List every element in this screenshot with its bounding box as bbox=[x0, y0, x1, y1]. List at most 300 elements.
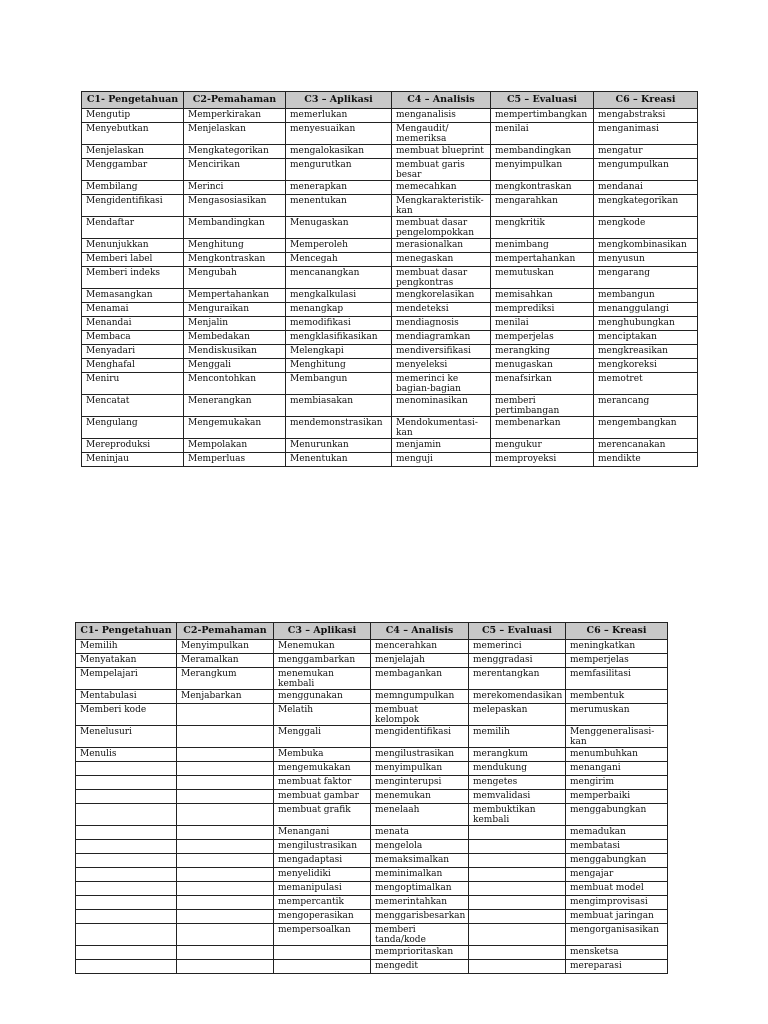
table-row bbox=[76, 924, 668, 946]
table-cell: Memberi kode bbox=[76, 704, 177, 726]
table-cell: mengarang bbox=[594, 267, 698, 289]
table-cell bbox=[76, 868, 177, 882]
table-cell: menemukan bbox=[371, 790, 469, 804]
table-cell: membuat grafik bbox=[274, 804, 371, 826]
table-cell: mengkode bbox=[594, 217, 698, 239]
column-header: C6 – Kreasi bbox=[594, 92, 698, 109]
table-cell: menggambarkan bbox=[274, 654, 371, 668]
bloom-verbs-table-1 bbox=[81, 91, 698, 467]
table-cell bbox=[76, 924, 177, 946]
table-cell: mempersoalkan bbox=[274, 924, 371, 946]
table-cell: Mencontohkan bbox=[184, 373, 286, 395]
table-cell: mendiversifikasi bbox=[392, 345, 491, 359]
table-cell: merasionalkan bbox=[392, 239, 491, 253]
table-row bbox=[82, 267, 698, 289]
table-cell: mengkritik bbox=[491, 217, 594, 239]
table-cell: mengkalkulasi bbox=[286, 289, 392, 303]
table-cell bbox=[469, 868, 566, 882]
table-row bbox=[82, 195, 698, 217]
table-cell: Membedakan bbox=[184, 331, 286, 345]
table-cell: mendukung bbox=[469, 762, 566, 776]
table-cell: Melatih bbox=[274, 704, 371, 726]
table-cell: Memperoleh bbox=[286, 239, 392, 253]
table-cell: Menghafal bbox=[82, 359, 184, 373]
table-cell: Mengemukakan bbox=[184, 417, 286, 439]
table-row bbox=[82, 239, 698, 253]
table-row bbox=[82, 359, 698, 373]
table-cell: memecahkan bbox=[392, 181, 491, 195]
table-cell: menggabungkan bbox=[566, 804, 668, 826]
table-cell: memvalidasi bbox=[469, 790, 566, 804]
table-cell: Menemukan bbox=[274, 640, 371, 654]
table-cell: Mendiskusikan bbox=[184, 345, 286, 359]
table-cell bbox=[469, 826, 566, 840]
table-cell: Mengidentifikasi bbox=[82, 195, 184, 217]
table-cell: menemukan kembali bbox=[274, 668, 371, 690]
column-header: C6 – Kreasi bbox=[566, 623, 668, 640]
table-cell bbox=[469, 924, 566, 946]
table-cell bbox=[76, 776, 177, 790]
table-cell: menyesuaikan bbox=[286, 123, 392, 145]
table-cell: menegaskan bbox=[392, 253, 491, 267]
table-cell: Mencatat bbox=[82, 395, 184, 417]
table-cell: mempertimbangkan bbox=[491, 109, 594, 123]
table-cell bbox=[76, 896, 177, 910]
table-cell bbox=[469, 910, 566, 924]
table-cell: menerapkan bbox=[286, 181, 392, 195]
table-cell: Mengutip bbox=[82, 109, 184, 123]
table-cell: Meniru bbox=[82, 373, 184, 395]
table-row bbox=[76, 946, 668, 960]
table-cell: membentuk bbox=[566, 690, 668, 704]
table-cell bbox=[177, 910, 274, 924]
table-cell bbox=[76, 854, 177, 868]
table-cell: menyimpulkan bbox=[491, 159, 594, 181]
table-cell: membatasi bbox=[566, 840, 668, 854]
table-cell: Mengkategorikan bbox=[184, 145, 286, 159]
table-row bbox=[76, 854, 668, 868]
table-cell: Mengulang bbox=[82, 417, 184, 439]
table-cell: mengalokasikan bbox=[286, 145, 392, 159]
table-cell: menimbang bbox=[491, 239, 594, 253]
table-cell: mengirim bbox=[566, 776, 668, 790]
table-cell bbox=[469, 882, 566, 896]
table-cell: mengilustrasikan bbox=[274, 840, 371, 854]
table-row bbox=[76, 640, 668, 654]
table-cell: Mencirikan bbox=[184, 159, 286, 181]
table-cell bbox=[76, 840, 177, 854]
column-header: C2-Pemahaman bbox=[184, 92, 286, 109]
table-cell bbox=[177, 946, 274, 960]
table-row bbox=[76, 748, 668, 762]
table-cell bbox=[76, 826, 177, 840]
table-row bbox=[76, 726, 668, 748]
table-cell: Memberi label bbox=[82, 253, 184, 267]
table-cell: Menandai bbox=[82, 317, 184, 331]
table-cell: memotret bbox=[594, 373, 698, 395]
table-cell: Mengkarakteristik-kan bbox=[392, 195, 491, 217]
table-cell: Memperkirakan bbox=[184, 109, 286, 123]
table-cell: Menggali bbox=[274, 726, 371, 748]
table-cell: menangkap bbox=[286, 303, 392, 317]
table-cell: merangking bbox=[491, 345, 594, 359]
table-row bbox=[82, 373, 698, 395]
table-cell: Membaca bbox=[82, 331, 184, 345]
table-cell: mengarahkan bbox=[491, 195, 594, 217]
table-cell: menata bbox=[371, 826, 469, 840]
table-cell: Menghitung bbox=[286, 359, 392, 373]
table-cell: Menyebutkan bbox=[82, 123, 184, 145]
table-cell bbox=[76, 960, 177, 974]
table-cell: membuktikan kembali bbox=[469, 804, 566, 826]
table-cell: membuat kelompok bbox=[371, 704, 469, 726]
table-cell: Membangun bbox=[286, 373, 392, 395]
table-row bbox=[76, 790, 668, 804]
table-row bbox=[76, 762, 668, 776]
table-cell: mengkoreksi bbox=[594, 359, 698, 373]
table-cell: mendemonstrasikan bbox=[286, 417, 392, 439]
table-cell: Meninjau bbox=[82, 453, 184, 467]
table-cell: Menelusuri bbox=[76, 726, 177, 748]
table-cell: mengidentifikasi bbox=[371, 726, 469, 748]
table-cell: mendiagramkan bbox=[392, 331, 491, 345]
table-cell bbox=[177, 704, 274, 726]
table-cell: mengkontraskan bbox=[491, 181, 594, 195]
table-cell: mengedit bbox=[371, 960, 469, 974]
table-row bbox=[82, 145, 698, 159]
table-cell bbox=[469, 854, 566, 868]
table-cell: menyeleksi bbox=[392, 359, 491, 373]
table-row bbox=[82, 417, 698, 439]
table-cell: Mereproduksi bbox=[82, 439, 184, 453]
table-cell: Memasangkan bbox=[82, 289, 184, 303]
table-cell bbox=[274, 960, 371, 974]
table-row bbox=[82, 317, 698, 331]
table-cell: merencanakan bbox=[594, 439, 698, 453]
table-cell bbox=[177, 924, 274, 946]
table-cell: mengumpulkan bbox=[594, 159, 698, 181]
table-cell: menafsirkan bbox=[491, 373, 594, 395]
table-row bbox=[82, 159, 698, 181]
table-cell bbox=[177, 762, 274, 776]
table-cell: membagankan bbox=[371, 668, 469, 690]
table-cell bbox=[76, 946, 177, 960]
table-cell: Menggambar bbox=[82, 159, 184, 181]
table-row bbox=[82, 439, 698, 453]
table-cell: Mempertahankan bbox=[184, 289, 286, 303]
table-cell: menggunakan bbox=[274, 690, 371, 704]
table-cell: memodifikasi bbox=[286, 317, 392, 331]
table-cell: Menamai bbox=[82, 303, 184, 317]
table-cell: Memperluas bbox=[184, 453, 286, 467]
column-header: C4 – Analisis bbox=[371, 623, 469, 640]
table-row bbox=[76, 960, 668, 974]
column-header: C5 – Evaluasi bbox=[491, 92, 594, 109]
table-cell: memanipulasi bbox=[274, 882, 371, 896]
table-cell: menelaah bbox=[371, 804, 469, 826]
table-cell: merumuskan bbox=[566, 704, 668, 726]
table-cell bbox=[469, 896, 566, 910]
table-cell: Mengaudit/ memeriksa bbox=[392, 123, 491, 145]
table-cell: Merangkum bbox=[177, 668, 274, 690]
table-row bbox=[76, 776, 668, 790]
table-cell: mencerahkan bbox=[371, 640, 469, 654]
table-cell: Membuka bbox=[274, 748, 371, 762]
table-row bbox=[76, 882, 668, 896]
table-cell: memngumpulkan bbox=[371, 690, 469, 704]
table-cell: Menurunkan bbox=[286, 439, 392, 453]
table-cell: mengukur bbox=[491, 439, 594, 453]
table-row bbox=[82, 289, 698, 303]
table-cell: Meramalkan bbox=[177, 654, 274, 668]
table-cell: memisahkan bbox=[491, 289, 594, 303]
table-cell: Menjelaskan bbox=[184, 123, 286, 145]
table-cell: merancang bbox=[594, 395, 698, 417]
table-cell: menentukan bbox=[286, 195, 392, 217]
table-cell: Menjalin bbox=[184, 317, 286, 331]
table-cell: membuat jaringan bbox=[566, 910, 668, 924]
table-cell bbox=[76, 762, 177, 776]
table-row bbox=[82, 453, 698, 467]
table-cell: Mendaftar bbox=[82, 217, 184, 239]
table-cell: mensketsa bbox=[566, 946, 668, 960]
table-cell bbox=[76, 910, 177, 924]
table-cell: menanggulangi bbox=[594, 303, 698, 317]
table-row bbox=[76, 804, 668, 826]
table-cell: mencanangkan bbox=[286, 267, 392, 289]
table-cell: mengadaptasi bbox=[274, 854, 371, 868]
bloom-verbs-table-2 bbox=[75, 622, 668, 974]
table-cell: menggabungkan bbox=[566, 854, 668, 868]
table-cell: mereparasi bbox=[566, 960, 668, 974]
table-cell: Menerangkan bbox=[184, 395, 286, 417]
table-row bbox=[82, 303, 698, 317]
table-cell: Menentukan bbox=[286, 453, 392, 467]
column-header: C3 – Aplikasi bbox=[286, 92, 392, 109]
table-cell: mengembangkan bbox=[594, 417, 698, 439]
table-cell: Mencegah bbox=[286, 253, 392, 267]
table-cell: menghubungkan bbox=[594, 317, 698, 331]
table-cell bbox=[177, 804, 274, 826]
table-cell: mempertahankan bbox=[491, 253, 594, 267]
table-cell: mengilustrasikan bbox=[371, 748, 469, 762]
table-cell bbox=[177, 840, 274, 854]
table-cell: mengkreasikan bbox=[594, 345, 698, 359]
table-cell: Memberi indeks bbox=[82, 267, 184, 289]
table-cell: menumbuhkan bbox=[566, 748, 668, 762]
table-cell: Mempelajari bbox=[76, 668, 177, 690]
table-row bbox=[82, 109, 698, 123]
table-cell: mengajar bbox=[566, 868, 668, 882]
table-cell: memerlukan bbox=[286, 109, 392, 123]
table-cell: menganimasi bbox=[594, 123, 698, 145]
table-cell: memperjelas bbox=[491, 331, 594, 345]
column-header: C1- Pengetahuan bbox=[82, 92, 184, 109]
table-cell: mempercantik bbox=[274, 896, 371, 910]
table-cell: memutuskan bbox=[491, 267, 594, 289]
table-cell: Membandingkan bbox=[184, 217, 286, 239]
table-cell: menciptakan bbox=[594, 331, 698, 345]
table-cell: mengklasifikasikan bbox=[286, 331, 392, 345]
table-cell bbox=[177, 790, 274, 804]
table-cell bbox=[177, 896, 274, 910]
table-row bbox=[76, 826, 668, 840]
table-cell: mengkategorikan bbox=[594, 195, 698, 217]
table-cell: Menjabarkan bbox=[177, 690, 274, 704]
table-cell: Mengubah bbox=[184, 267, 286, 289]
table-cell: membiasakan bbox=[286, 395, 392, 417]
table-cell: menggradasi bbox=[469, 654, 566, 668]
table-cell: membenarkan bbox=[491, 417, 594, 439]
table-cell: mengkombinasikan bbox=[594, 239, 698, 253]
table-cell bbox=[469, 840, 566, 854]
table-cell: mengemukakan bbox=[274, 762, 371, 776]
table-cell bbox=[177, 854, 274, 868]
table-cell: menugaskan bbox=[491, 359, 594, 373]
table-cell: menyusun bbox=[594, 253, 698, 267]
table-cell bbox=[177, 776, 274, 790]
table-cell: meningkatkan bbox=[566, 640, 668, 654]
table-cell: Menggeneralisasi-kan bbox=[566, 726, 668, 748]
table-cell: memilih bbox=[469, 726, 566, 748]
table-cell: memperbaiki bbox=[566, 790, 668, 804]
table-cell: mengimprovisasi bbox=[566, 896, 668, 910]
table-cell: meminimalkan bbox=[371, 868, 469, 882]
table-cell bbox=[177, 882, 274, 896]
table-cell: memperjelas bbox=[566, 654, 668, 668]
table-cell: memprediksi bbox=[491, 303, 594, 317]
table-cell: memadukan bbox=[566, 826, 668, 840]
table-cell: mendeteksi bbox=[392, 303, 491, 317]
table-cell bbox=[177, 726, 274, 748]
table-cell: mengoperasikan bbox=[274, 910, 371, 924]
table-row bbox=[76, 840, 668, 854]
table-cell: membuat garis besar bbox=[392, 159, 491, 181]
table-cell bbox=[177, 960, 274, 974]
table-cell: memerinci bbox=[469, 640, 566, 654]
table-cell: Mempolakan bbox=[184, 439, 286, 453]
table-cell: memerintahkan bbox=[371, 896, 469, 910]
column-header: C1- Pengetahuan bbox=[76, 623, 177, 640]
table-cell: merentangkan bbox=[469, 668, 566, 690]
table-cell: memproyeksi bbox=[491, 453, 594, 467]
table-cell: menilai bbox=[491, 123, 594, 145]
table-cell: mengoptimalkan bbox=[371, 882, 469, 896]
table-cell bbox=[274, 946, 371, 960]
table-cell: Mentabulasi bbox=[76, 690, 177, 704]
table-cell: mendikte bbox=[594, 453, 698, 467]
table-cell: Mendokumentasi-kan bbox=[392, 417, 491, 439]
table-cell: mengkorelasikan bbox=[392, 289, 491, 303]
table-cell: mendanai bbox=[594, 181, 698, 195]
table-cell: Menguraikan bbox=[184, 303, 286, 317]
table-cell: melepaskan bbox=[469, 704, 566, 726]
table-cell: memberi tanda/kode bbox=[371, 924, 469, 946]
table-row bbox=[82, 331, 698, 345]
table-cell: membuat blueprint bbox=[392, 145, 491, 159]
table-cell: menjamin bbox=[392, 439, 491, 453]
table-row bbox=[76, 868, 668, 882]
table-cell: Menangani bbox=[274, 826, 371, 840]
table-cell: Mengkontraskan bbox=[184, 253, 286, 267]
table-cell: membandingkan bbox=[491, 145, 594, 159]
table-cell: Mengasosiasikan bbox=[184, 195, 286, 217]
table-cell: Menugaskan bbox=[286, 217, 392, 239]
table-cell: mengelola bbox=[371, 840, 469, 854]
table-cell bbox=[76, 882, 177, 896]
table-cell: Menyimpulkan bbox=[177, 640, 274, 654]
table-row bbox=[82, 345, 698, 359]
table-row bbox=[82, 123, 698, 145]
table-row bbox=[76, 910, 668, 924]
table-cell: membuat dasar pengkontras bbox=[392, 267, 491, 289]
table-cell: menominasikan bbox=[392, 395, 491, 417]
table-cell: mengabstraksi bbox=[594, 109, 698, 123]
table-row bbox=[76, 704, 668, 726]
table-cell: Membilang bbox=[82, 181, 184, 195]
table-cell bbox=[177, 868, 274, 882]
table-cell: menilai bbox=[491, 317, 594, 331]
table-cell: menginterupsi bbox=[371, 776, 469, 790]
column-header: C2-Pemahaman bbox=[177, 623, 274, 640]
table-row bbox=[76, 690, 668, 704]
table-cell: menggarisbesarkan bbox=[371, 910, 469, 924]
table-cell: membangun bbox=[594, 289, 698, 303]
table-cell: memfasilitasi bbox=[566, 668, 668, 690]
table-cell: Menulis bbox=[76, 748, 177, 762]
table-cell: memaksimalkan bbox=[371, 854, 469, 868]
table-cell: mengorganisasikan bbox=[566, 924, 668, 946]
table-cell: menangani bbox=[566, 762, 668, 776]
column-header: C5 – Evaluasi bbox=[469, 623, 566, 640]
table-cell: menyimpulkan bbox=[371, 762, 469, 776]
table-cell: membuat model bbox=[566, 882, 668, 896]
table-cell: Menjelaskan bbox=[82, 145, 184, 159]
table-cell: Menggali bbox=[184, 359, 286, 373]
table-cell: menjelajah bbox=[371, 654, 469, 668]
table-row bbox=[76, 654, 668, 668]
table-cell: menganalisis bbox=[392, 109, 491, 123]
table-cell bbox=[469, 946, 566, 960]
table-cell: mengurutkan bbox=[286, 159, 392, 181]
table-cell: menguji bbox=[392, 453, 491, 467]
table-cell: Merinci bbox=[184, 181, 286, 195]
table-cell: mendiagnosis bbox=[392, 317, 491, 331]
table-cell: Menghitung bbox=[184, 239, 286, 253]
table-row bbox=[82, 217, 698, 239]
table-row bbox=[76, 668, 668, 690]
table-cell: Melengkapi bbox=[286, 345, 392, 359]
table-cell: menyelidiki bbox=[274, 868, 371, 882]
table-cell: membuat dasar pengelompokkan bbox=[392, 217, 491, 239]
table-cell: Menyadari bbox=[82, 345, 184, 359]
table-cell: Memilih bbox=[76, 640, 177, 654]
table-cell: mengatur bbox=[594, 145, 698, 159]
table-cell: Menunjukkan bbox=[82, 239, 184, 253]
table-cell: membuat gambar bbox=[274, 790, 371, 804]
table-cell bbox=[177, 748, 274, 762]
table-cell bbox=[177, 826, 274, 840]
table-row bbox=[76, 896, 668, 910]
table-row bbox=[82, 181, 698, 195]
column-header: C4 – Analisis bbox=[392, 92, 491, 109]
table-cell: memerinci ke bagian-bagian bbox=[392, 373, 491, 395]
table-cell: Menyatakan bbox=[76, 654, 177, 668]
table-cell: memberi pertimbangan bbox=[491, 395, 594, 417]
table-header-row bbox=[82, 92, 698, 109]
table-header-row bbox=[76, 623, 668, 640]
table-row bbox=[82, 395, 698, 417]
